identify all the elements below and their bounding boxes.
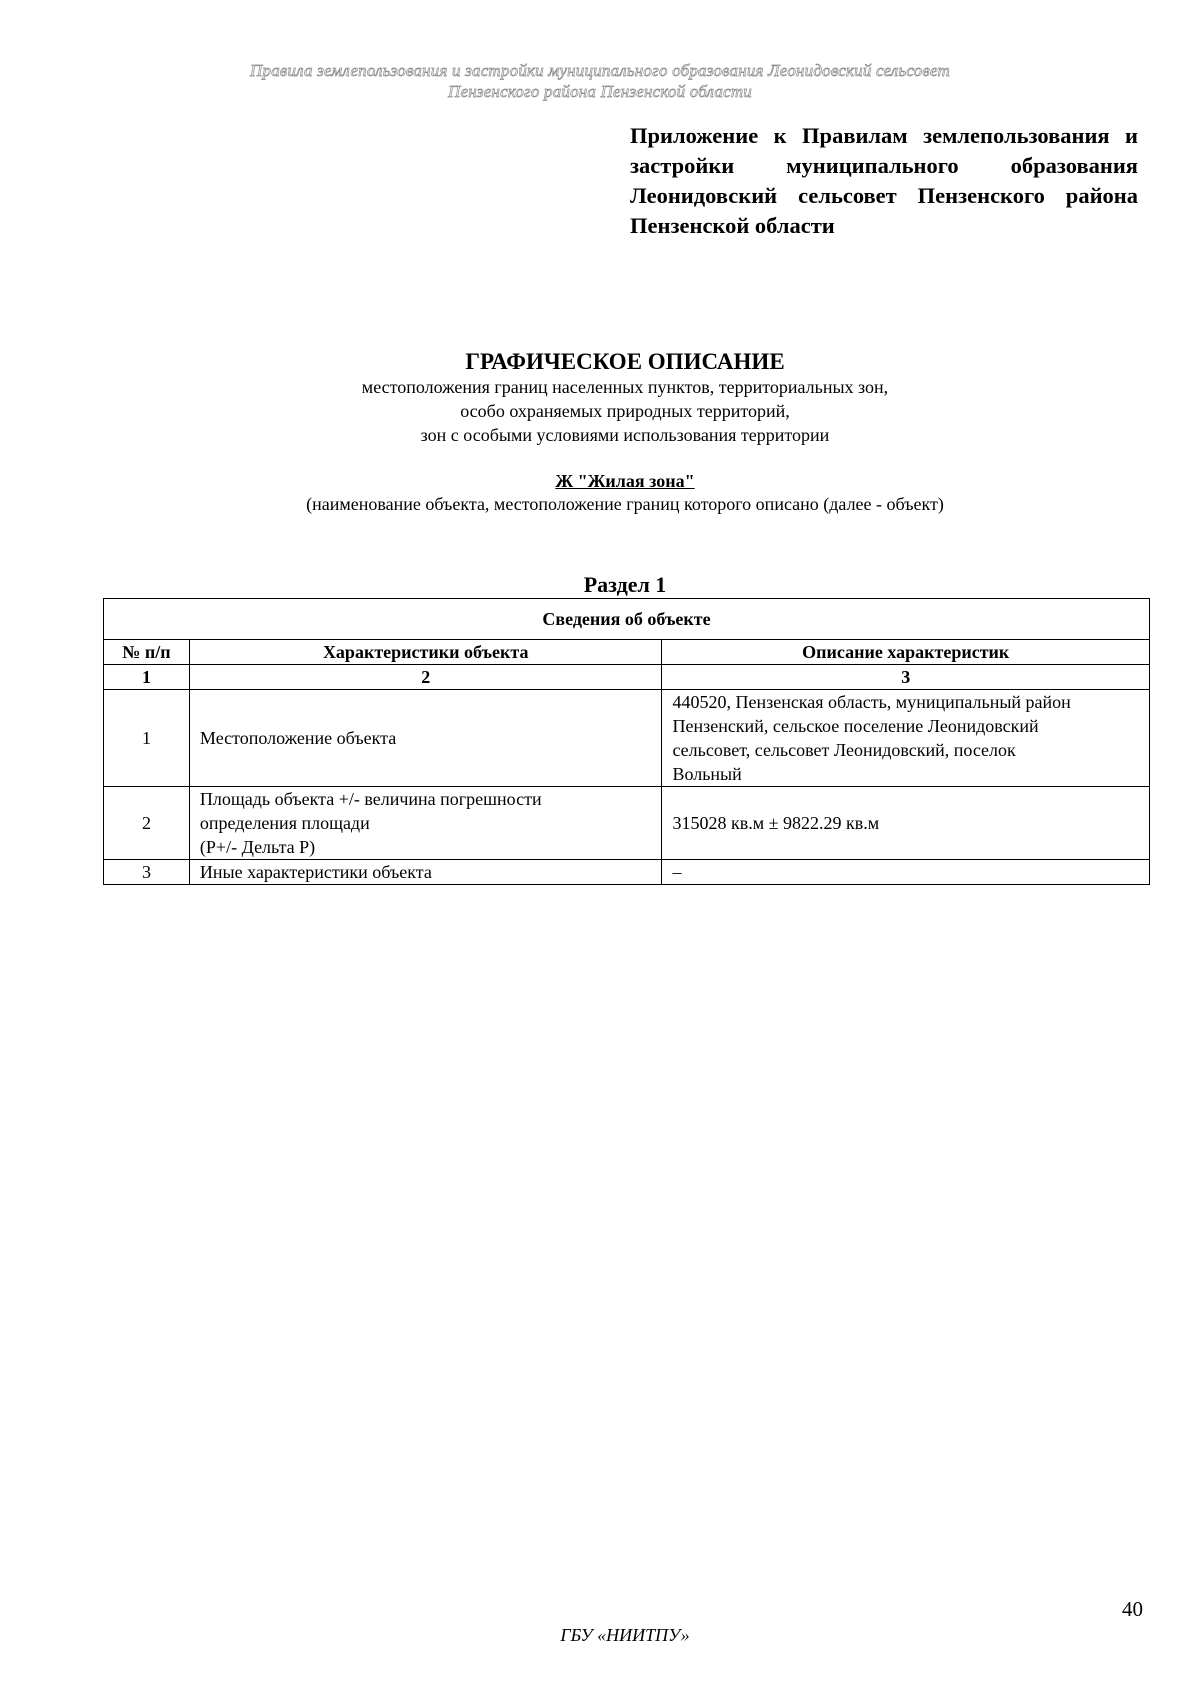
header-description: Описание характеристик — [662, 640, 1150, 665]
row-num: 1 — [104, 690, 190, 787]
description-line: – — [672, 862, 682, 882]
characteristic-line: определения площади — [199, 813, 370, 833]
appendix-line-4: Пензенской области — [630, 213, 835, 238]
section-heading: Раздел 1 — [583, 572, 667, 597]
column-number-1: 1 — [104, 665, 190, 690]
row-characteristic — [189, 690, 662, 787]
page-number: 40 — [1122, 1597, 1143, 1621]
appendix-note — [630, 121, 1138, 241]
column-number-3: 3 — [662, 665, 1150, 690]
table-column-numbers-row — [104, 665, 1150, 690]
description-line: 315028 кв.м ± 9822.29 кв.м — [672, 813, 880, 833]
appendix-line-3: Леонидовский сельсовет Пензенского района — [630, 183, 1138, 208]
document-title: ГРАФИЧЕСКОЕ ОПИСАНИЕ — [465, 349, 785, 374]
subtitle-line-1: местоположения границ населенных пунктов, территориальных зон, — [361, 377, 889, 397]
subtitle-line-3: зон с особыми условиями использования территории — [420, 425, 830, 445]
characteristic-line: (P+/- Дельта P) — [199, 837, 316, 857]
appendix-line-2: застройки муниципального образования — [630, 153, 1138, 178]
characteristic-line: Площадь объекта +/- величина погрешности — [199, 789, 542, 809]
table-caption: Сведения об объекте — [104, 599, 1150, 640]
header-num: № п/п — [104, 640, 190, 665]
appendix-line-1: Приложение к Правилам землепользования и — [630, 123, 1138, 148]
running-header — [150, 60, 1050, 102]
object-caption: (наименование объекта, местоположение границ которого описано (далее - объект) — [306, 494, 944, 514]
table-row — [104, 690, 1150, 787]
document-subtitle — [0, 375, 1200, 447]
row-characteristic — [189, 787, 662, 860]
table-row — [104, 787, 1150, 860]
row-description — [662, 860, 1150, 885]
table-caption-row — [104, 599, 1150, 640]
column-number-2: 2 — [189, 665, 662, 690]
row-num: 2 — [104, 787, 190, 860]
table-row — [104, 860, 1150, 885]
row-characteristic — [189, 860, 662, 885]
object-name-text: Ж "Жилая зона" — [555, 471, 695, 491]
description-line: Пензенский, сельское поселение Леонидовский — [672, 716, 1039, 736]
characteristic-line: Иные характеристики объекта — [199, 862, 432, 882]
description-line: сельсовет, сельсовет Леонидовский, поселок — [672, 740, 1016, 760]
running-header-line-2: Пензенского района Пензенской области — [448, 82, 752, 101]
footer: ГБУ «НИИТПУ» — [560, 1625, 690, 1645]
table-header-row — [104, 640, 1150, 665]
characteristic-line: Местоположение объекта — [199, 728, 397, 748]
header-characteristic: Характеристики объекта — [189, 640, 662, 665]
description-line: 440520, Пензенская область, муниципальный район — [672, 692, 1071, 712]
object-info-table — [103, 598, 1150, 885]
subtitle-line-2: особо охраняемых природных территорий, — [460, 401, 790, 421]
description-line: Вольный — [672, 764, 742, 784]
row-description — [662, 690, 1150, 787]
row-description — [662, 787, 1150, 860]
running-header-line-1: Правила землепользования и застройки муниципального образования Леонидовский сельсовет — [250, 61, 950, 80]
row-num: 3 — [104, 860, 190, 885]
object-name — [0, 469, 1200, 493]
